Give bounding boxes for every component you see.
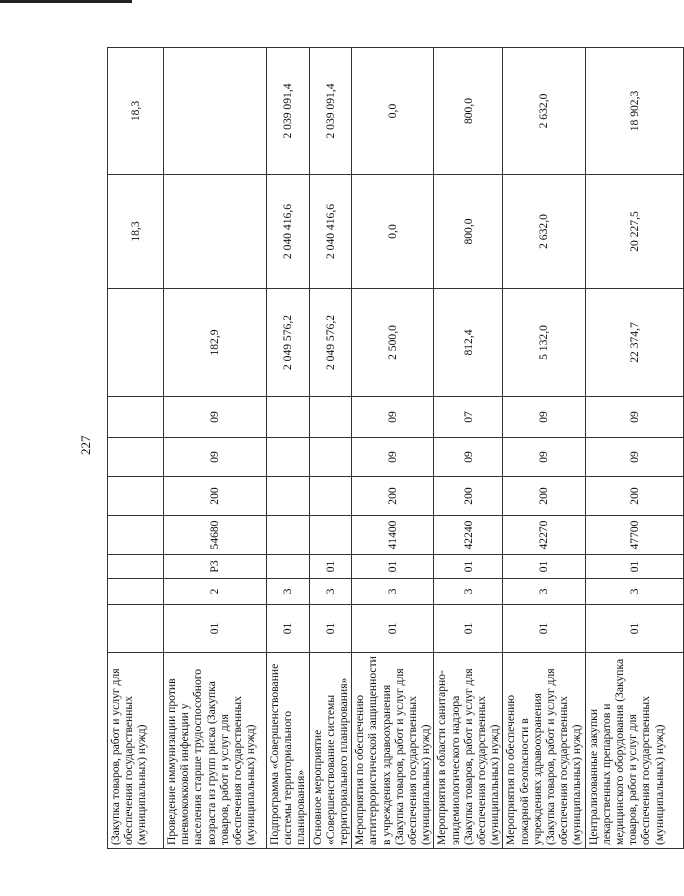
table-cell: 01 [352,555,434,579]
table-cell: 47700 [585,516,683,555]
table-cell [108,397,164,438]
table-cell: 2 632,0 [503,175,585,289]
table-cell: 22 374,7 [585,289,683,397]
table-cell: 2 632,0 [503,48,585,175]
table-cell: 3 [309,579,352,605]
table-cell: 2 [164,579,267,605]
table-cell: 2 049 576,2 [309,289,352,397]
row-name: Мероприятия в области санитарно-эпидемиологического надзора (Закупка товаров, работ и услуг для обеспечения государственных (муниципальных) нужд) [435,668,502,845]
row-name-cell [352,653,434,849]
row-name: Мероприятия по обеспечению антитеррористической защищенности в учреждениях здравоохранения (Закупка товаров, работ и услуг для обеспечения государственных (муниципальных) нужд) [353,656,433,845]
table-row [267,48,310,849]
table-cell [108,477,164,516]
table-cell: 01 [309,555,352,579]
table-cell [309,516,352,555]
table-cell: 2 040 416,6 [267,175,310,289]
table-cell: 01 [585,555,683,579]
table-cell [267,397,310,438]
table-cell: 800,0 [434,48,503,175]
header-rule [0,0,132,3]
row-name-cell [434,653,503,849]
table-cell [267,438,310,477]
table-cell: 0,0 [352,175,434,289]
table-cell: 54680 [164,516,267,555]
table-cell [164,175,267,289]
table-cell: 2 039 091,4 [309,48,352,175]
table-cell: 09 [164,397,267,438]
table-cell: 2 049 576,2 [267,289,310,397]
table-cell: 812,4 [434,289,503,397]
table-cell [108,438,164,477]
table-cell: 01 [164,605,267,653]
table-cell: 3 [267,579,310,605]
row-name-cell [267,653,310,849]
table-cell: 01 [309,605,352,653]
table-body [108,48,684,849]
table-cell: 200 [164,477,267,516]
table-cell [309,438,352,477]
table-cell: 09 [352,397,434,438]
table-cell [108,579,164,605]
row-name-cell [503,653,585,849]
table-cell: 3 [352,579,434,605]
table-cell: 0,0 [352,48,434,175]
table-cell: 42270 [503,516,585,555]
row-name-cell [309,653,352,849]
table-cell: 2 040 416,6 [309,175,352,289]
table-cell: 01 [434,555,503,579]
table-cell: 41400 [352,516,434,555]
table-row [164,48,267,849]
table-cell: 18 902,3 [585,48,683,175]
table-row [352,48,434,849]
table-cell: 09 [164,438,267,477]
table-cell: 3 [503,579,585,605]
table-cell [164,48,267,175]
table-cell: 18,3 [108,175,164,289]
table-cell: 2 500,0 [352,289,434,397]
table-cell: 42240 [434,516,503,555]
table-cell: 09 [503,397,585,438]
table-cell [108,555,164,579]
table-cell: 07 [434,397,503,438]
row-name-cell [164,653,267,849]
budget-table [107,47,684,849]
table-row [434,48,503,849]
row-name: Централизованные закупки лекарственных препаратов и медицинского оборудования (Закупка товаров, работ и услуг для обеспечения государственных (муниципальных) нужд) [586,658,666,845]
table-row [585,48,683,849]
row-name-cell [585,653,683,849]
table-cell: 3 [434,579,503,605]
table-cell: 800,0 [434,175,503,289]
table-cell [267,555,310,579]
table-cell [267,516,310,555]
table-cell [309,397,352,438]
row-name: Основное мероприятие «Совершенствование системы территориального планирования» [310,677,351,845]
table-cell: 09 [434,438,503,477]
table-cell: 200 [434,477,503,516]
table-cell: 09 [585,438,683,477]
table-cell: 200 [585,477,683,516]
table-cell: 01 [585,605,683,653]
table-cell [309,477,352,516]
table-cell: 20 227,5 [585,175,683,289]
table-cell: 3 [585,579,683,605]
table-cell: 01 [434,605,503,653]
table-cell: 09 [352,438,434,477]
table-row [108,48,164,849]
row-name: Подпрограмма «Совершенствование системы территориального планирования» [268,663,308,845]
table-cell: 5 132,0 [503,289,585,397]
table-cell: 18,3 [108,48,164,175]
table-cell: 182,9 [164,289,267,397]
row-name-cell [108,653,164,849]
table-cell: 200 [352,477,434,516]
table-cell: 01 [267,605,310,653]
table-cell: 01 [503,605,585,653]
table-cell [267,477,310,516]
page-number: 227 [78,435,93,455]
table-row [309,48,352,849]
table-cell [108,516,164,555]
table-cell: 01 [503,555,585,579]
table-cell: P3 [164,555,267,579]
rotated-page-content [107,48,666,849]
table-cell [108,289,164,397]
table-row [503,48,585,849]
row-name: (Закупка товаров, работ и услуг для обеспечения государственных (муниципальных) нужд) [109,668,149,845]
table-cell: 200 [503,477,585,516]
table-cell: 2 039 091,4 [267,48,310,175]
table-cell: 09 [585,397,683,438]
table-cell: 01 [352,605,434,653]
row-name: Мероприятия по обеспечению пожарной безопасности в учреждениях здравоохранения (Закупка товаров, работ и услуг для обеспечения государственных (муниципальных) нужд) [504,668,584,845]
table-cell: 09 [503,438,585,477]
row-name: Проведение иммунизации против пневмококковой инфекции у населения старше трудоспособного возраста из групп риска (Закупка товаров, работ и услуг для обеспечения государственных (муниципальных) нужд) [165,668,258,845]
table-cell [108,605,164,653]
